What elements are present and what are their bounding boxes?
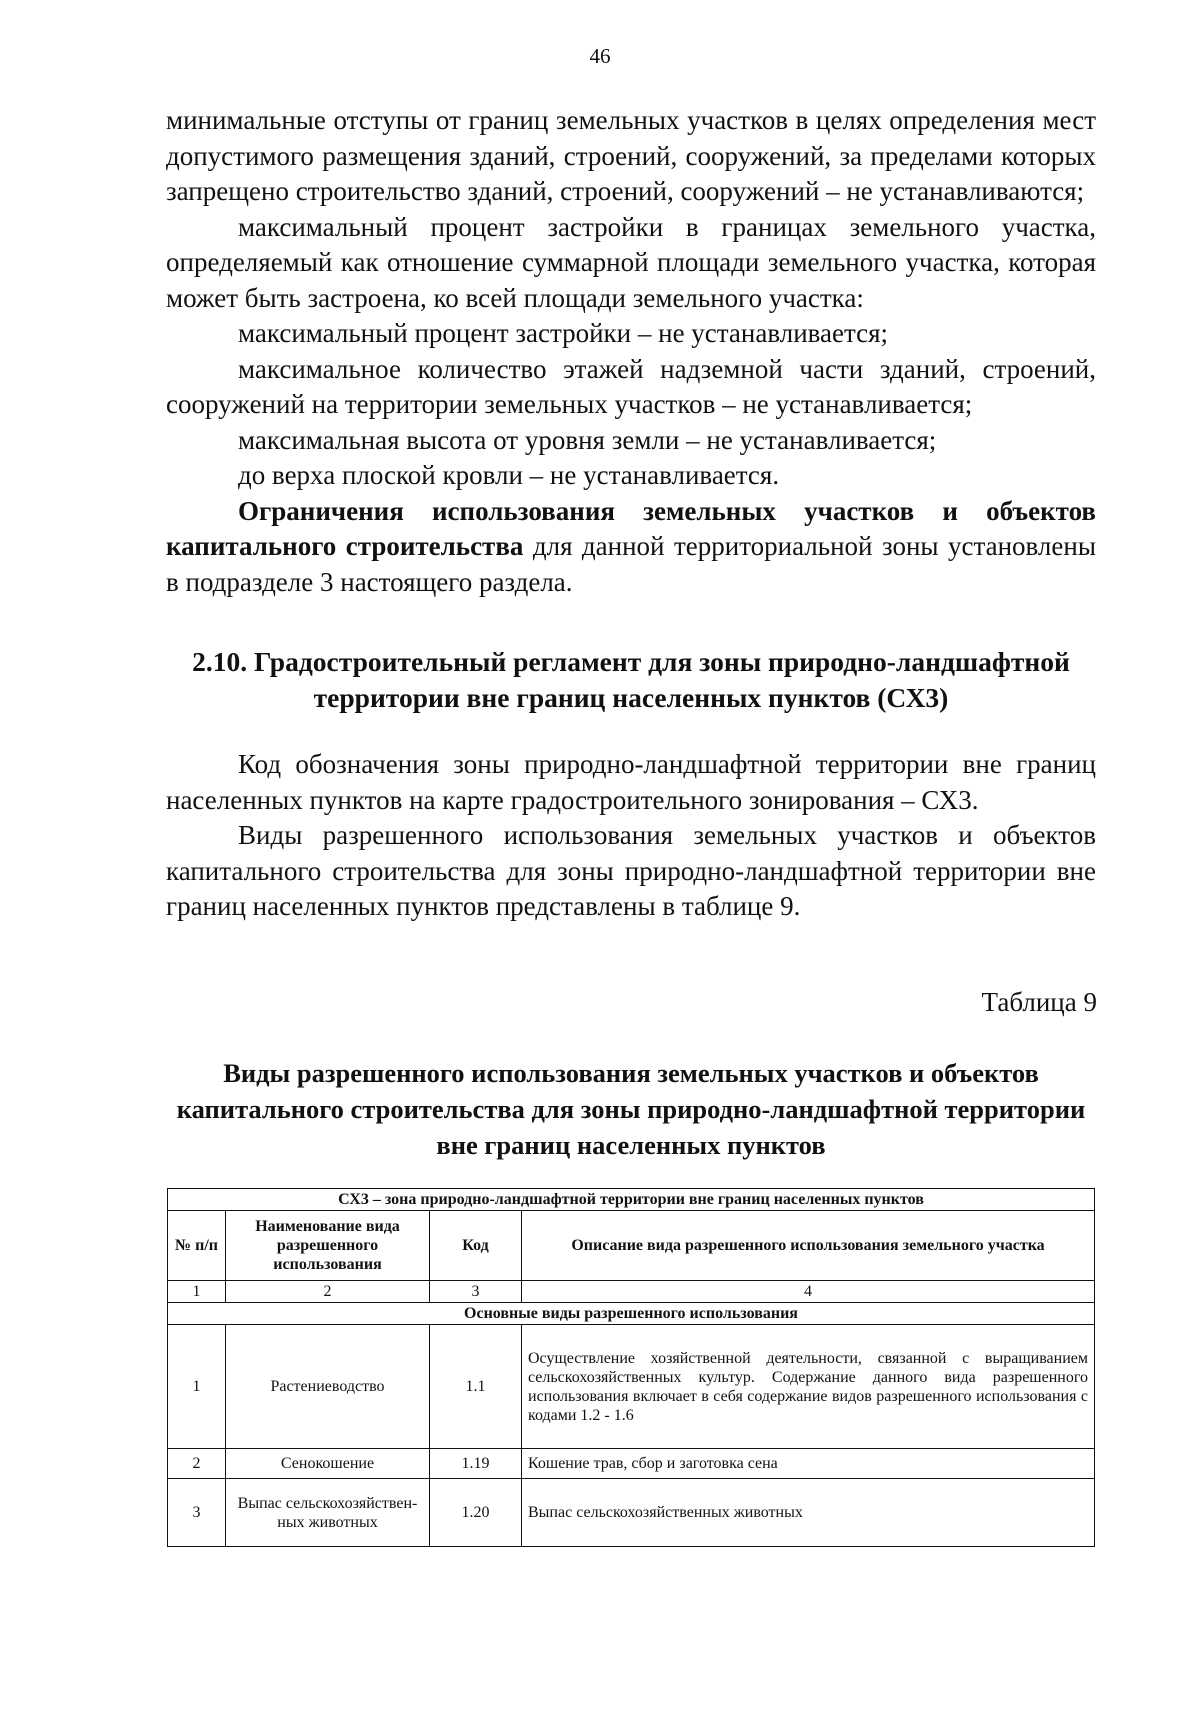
column-number-row [168, 1281, 1095, 1303]
table-row [168, 1325, 1095, 1449]
row-name: Растениеводство [226, 1325, 430, 1449]
column-header: № п/п [168, 1211, 226, 1281]
column-number: 3 [430, 1281, 522, 1303]
page-number: 46 [589, 44, 611, 68]
restrictions-paragraph [166, 494, 1096, 601]
table-zone-header-row [168, 1189, 1095, 1211]
paragraph: минимальные отступы от границ земельных участков в целях определения мест допустимого размещения зданий, строений, сооружений, за пределами которых запрещено строительство зданий, строений, сооружений – не устанавливаются; [166, 105, 1096, 206]
paragraph: Виды разрешенного использования земельных участков и объектов капитального строительства для зоны природно-ландшафтной территории вне границ населенных пунктов представлены в таблице 9. [166, 820, 1096, 921]
restrictions-bold: Ограничения использования земельных участков и объектов капитального строительства [166, 495, 1096, 561]
row-name: Сенокошение [226, 1449, 430, 1479]
intro-text [166, 747, 1096, 925]
paragraph: максимальный процент застройки – не устанавливается; [238, 318, 889, 348]
column-number: 2 [226, 1281, 430, 1303]
restrictions-rest: для данной территориальной зоны установлены в подразделе 3 настоящего раздела. [166, 531, 1096, 597]
row-number: 1 [168, 1325, 226, 1449]
row-description: Выпас сельскохозяйственных животных [522, 1479, 1095, 1547]
row-name: Выпас сельскохозяйствен-ных животных [226, 1479, 430, 1547]
section-label-row [168, 1303, 1095, 1325]
body-text [166, 103, 1096, 600]
paragraph: максимальная высота от уровня земли – не устанавливается; [238, 424, 937, 455]
column-number: 4 [522, 1281, 1095, 1303]
paragraph: максимальный процент застройки в границах земельного участка, определяемый как отношение суммарной площади земельного участка, которая может быть застроена, ко всей площади земельного участка: [166, 211, 1096, 313]
row-number: 2 [168, 1449, 226, 1479]
table-header-row [168, 1211, 1095, 1281]
regulations-table [167, 1188, 1095, 1547]
section-heading: 2.10. Градостроительный регламент для зоны природно-ландшафтной территории вне границ населенных пунктов (СХ3) [192, 646, 1070, 713]
row-description: Кошение трав, сбор и заготовка сена [522, 1449, 1095, 1479]
row-description: Осуществление хозяйственной деятельности, связанной с выращиванием сельскохозяйственных культур. Содержание данного вида разрешенного использования включает в себя содержание видов разрешенного использования с кодами 1.2 - 1.6 [522, 1325, 1095, 1449]
row-code: 1.1 [430, 1325, 522, 1449]
column-number: 1 [168, 1281, 226, 1303]
row-number: 3 [168, 1479, 226, 1547]
section-label: Основные виды разрешенного использования [168, 1303, 1095, 1325]
table-row [168, 1479, 1095, 1547]
table-title: Виды разрешенного использования земельных участков и объектов капитального строительства для зоны природно-ландшафтной территории вне границ населенных пунктов [176, 1058, 1086, 1160]
column-header: Описание вида разрешенного использования земельного участка [522, 1211, 1095, 1281]
column-header: Наименование вида разрешенного использования [226, 1211, 430, 1281]
paragraph: до верха плоской кровли – не устанавливается. [238, 460, 780, 490]
row-code: 1.20 [430, 1479, 522, 1547]
row-code: 1.19 [430, 1449, 522, 1479]
column-header: Код [430, 1211, 522, 1281]
paragraph: Код обозначения зоны природно-ландшафтной территории вне границ населенных пунктов на карте градостроительного зонирования – СХ3. [166, 749, 1096, 815]
table-row [168, 1449, 1095, 1479]
zone-header: СХ3 – зона природно-ландшафтной территории вне границ населенных пунктов [168, 1189, 1095, 1211]
paragraph: максимальное количество этажей надземной части зданий, строений, сооружений на территории земельных участков – не устанавливается; [166, 353, 1096, 419]
table-number: Таблица 9 [981, 987, 1097, 1017]
